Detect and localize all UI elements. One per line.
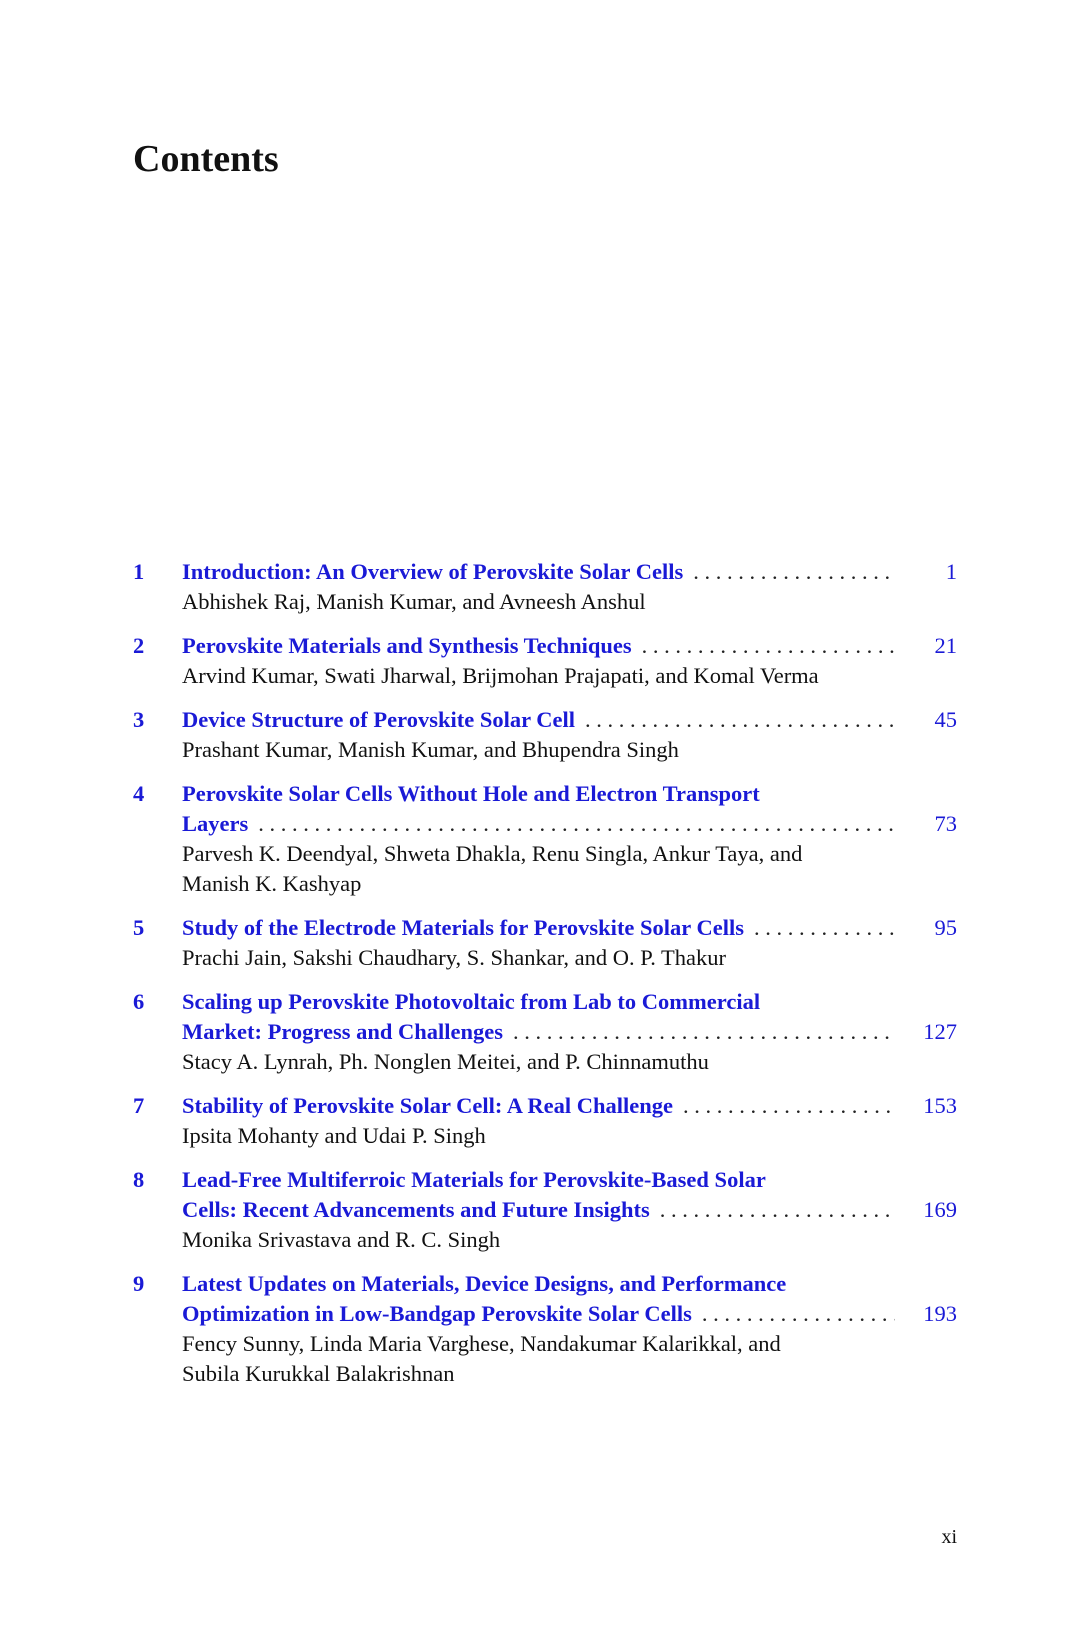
chapter-link[interactable] — [182, 913, 957, 943]
chapter-title[interactable]: Stability of Perovskite Solar Cell: A Real Challenge — [182, 1093, 674, 1118]
chapter-number: 4 — [133, 781, 145, 806]
table-of-contents — [133, 557, 957, 1403]
dot-leader — [513, 1017, 895, 1047]
page-number[interactable]: 169 — [923, 1197, 957, 1222]
chapter-title-line[interactable]: Perovskite Solar Cells Without Hole and Electron Transport — [182, 781, 760, 806]
chapter-authors: Stacy A. Lynrah, Ph. Nonglen Meitei, and P. Chinnamuthu — [182, 1049, 709, 1074]
dot-leader — [585, 705, 895, 735]
chapter-title-lines — [182, 987, 957, 1017]
toc-entry — [133, 779, 957, 899]
chapter-title-line[interactable]: Scaling up Perovskite Photovoltaic from Lab to Commercial — [182, 989, 761, 1014]
chapter-number: 2 — [133, 633, 145, 658]
chapter-number: 5 — [133, 915, 145, 940]
chapter-title-lines — [182, 1165, 957, 1195]
chapter-link[interactable] — [182, 705, 957, 735]
chapter-title[interactable]: Introduction: An Overview of Perovskite Solar Cells — [182, 559, 684, 584]
page-number[interactable]: 1 — [945, 559, 957, 584]
dot-leader — [258, 809, 895, 839]
entry-body — [182, 705, 957, 765]
chapter-link[interactable] — [182, 557, 957, 587]
page-number[interactable]: 21 — [934, 633, 957, 658]
chapter-link[interactable] — [182, 1195, 957, 1225]
chapter-link[interactable] — [182, 1017, 957, 1047]
toc-entry — [133, 705, 957, 765]
chapter-authors: Abhishek Raj, Manish Kumar, and Avneesh Anshul — [182, 589, 646, 614]
dot-leader — [642, 631, 895, 661]
chapter-title-lines — [182, 779, 957, 809]
dot-leader — [683, 1091, 895, 1121]
chapter-authors: Parvesh K. Deendyal, Shweta Dhakla, Renu Singla, Ankur Taya, and Manish K. Kashyap — [182, 841, 803, 896]
chapter-link[interactable] — [182, 1299, 957, 1329]
chapter-title[interactable]: Market: Progress and Challenges — [182, 1019, 504, 1044]
entry-body — [182, 557, 957, 617]
dot-leader — [693, 557, 895, 587]
entry-body — [182, 987, 957, 1077]
chapter-authors: Ipsita Mohanty and Udai P. Singh — [182, 1123, 486, 1148]
chapter-title-lines — [182, 1269, 957, 1299]
chapter-number: 1 — [133, 559, 145, 584]
page-number[interactable]: 73 — [934, 811, 957, 836]
chapter-link[interactable] — [182, 631, 957, 661]
page-number[interactable]: 153 — [923, 1093, 957, 1118]
toc-entry — [133, 557, 957, 617]
toc-entry — [133, 1091, 957, 1151]
entry-body — [182, 631, 957, 691]
entry-body — [182, 1269, 957, 1389]
toc-entry — [133, 631, 957, 691]
chapter-title[interactable]: Cells: Recent Advancements and Future Insights — [182, 1197, 650, 1222]
page-number[interactable]: 45 — [934, 707, 957, 732]
toc-entry — [133, 913, 957, 973]
page-title: Contents — [133, 138, 279, 180]
chapter-title-line[interactable]: Lead-Free Multiferroic Materials for Perovskite-Based Solar — [182, 1167, 766, 1192]
toc-entry — [133, 1269, 957, 1389]
entry-body — [182, 1165, 957, 1255]
chapter-title-line[interactable]: Latest Updates on Materials, Device Designs, and Performance — [182, 1271, 787, 1296]
dot-leader — [754, 913, 895, 943]
chapter-link[interactable] — [182, 809, 957, 839]
chapter-title[interactable]: Device Structure of Perovskite Solar Cell — [182, 707, 576, 732]
page-number[interactable]: 127 — [923, 1019, 957, 1044]
entry-body — [182, 913, 957, 973]
entry-body — [182, 779, 957, 899]
chapter-authors: Arvind Kumar, Swati Jharwal, Brijmohan Prajapati, and Komal Verma — [182, 663, 819, 688]
chapter-title[interactable]: Optimization in Low-Bandgap Perovskite Solar Cells — [182, 1301, 692, 1326]
entry-body — [182, 1091, 957, 1151]
chapter-number: 6 — [133, 989, 145, 1014]
chapter-number: 7 — [133, 1093, 145, 1118]
chapter-authors: Monika Srivastava and R. C. Singh — [182, 1227, 501, 1252]
folio-page-number: xi — [941, 1526, 957, 1548]
chapter-authors: Fency Sunny, Linda Maria Varghese, Nandakumar Kalarikkal, and Subila Kurukkal Balakrishnan — [182, 1331, 781, 1386]
toc-entry — [133, 1165, 957, 1255]
dot-leader — [660, 1195, 895, 1225]
chapter-title[interactable]: Study of the Electrode Materials for Perovskite Solar Cells — [182, 915, 745, 940]
chapter-authors: Prachi Jain, Sakshi Chaudhary, S. Shankar, and O. P. Thakur — [182, 945, 727, 970]
dot-leader — [702, 1299, 895, 1329]
chapter-number: 8 — [133, 1167, 145, 1192]
chapter-number: 9 — [133, 1271, 145, 1296]
chapter-link[interactable] — [182, 1091, 957, 1121]
chapter-number: 3 — [133, 707, 145, 732]
chapter-title[interactable]: Perovskite Materials and Synthesis Techniques — [182, 633, 632, 658]
chapter-authors: Prashant Kumar, Manish Kumar, and Bhupendra Singh — [182, 737, 679, 762]
page-number[interactable]: 95 — [934, 915, 957, 940]
chapter-title[interactable]: Layers — [182, 811, 249, 836]
page-number[interactable]: 193 — [923, 1301, 957, 1326]
toc-entry — [133, 987, 957, 1077]
